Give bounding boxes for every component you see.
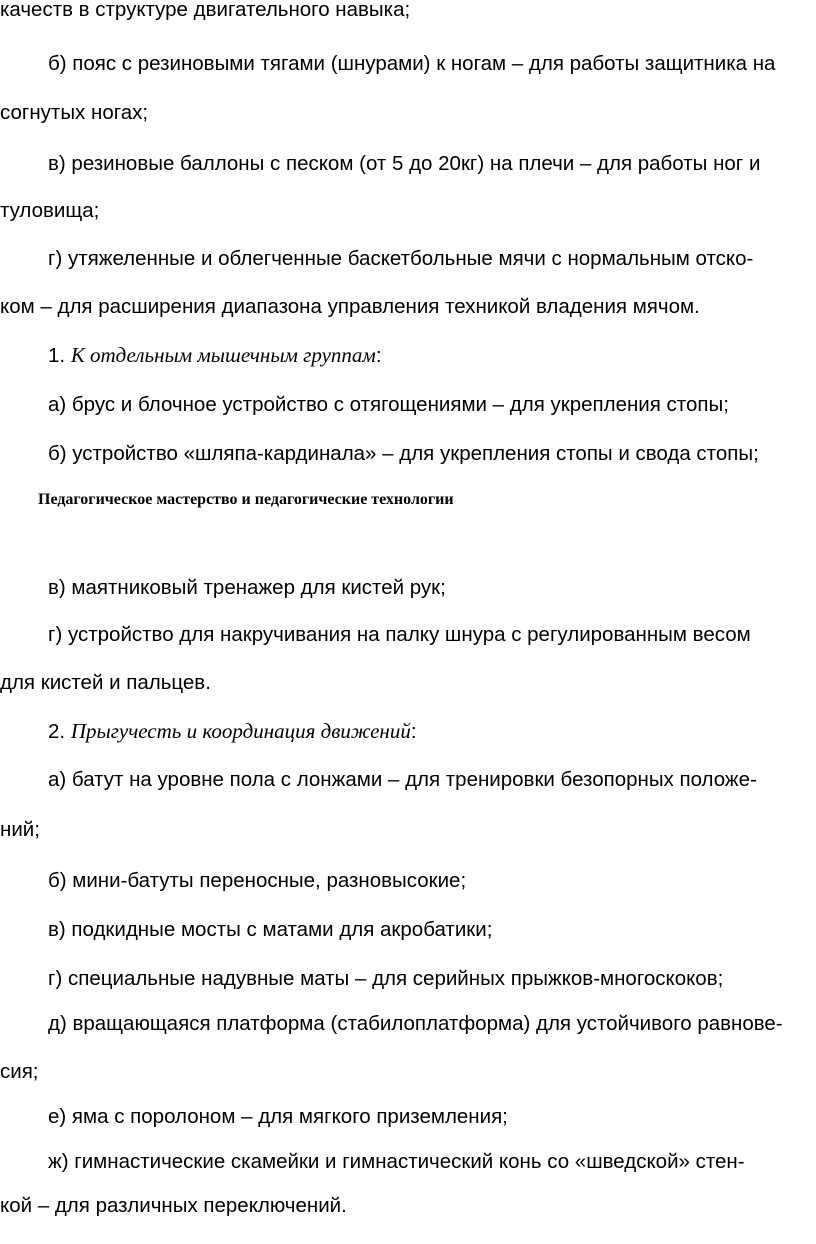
text-line: д) вращающаяся платформа (стабилоплатформа) для устойчивого равнове-	[48, 1012, 783, 1035]
text-line: в) маятниковый тренажер для кистей рук;	[48, 576, 446, 599]
section-title: К отдельным мышечным группам	[70, 343, 376, 367]
text-line: б) мини-батуты переносные, разновысокие;	[48, 869, 467, 892]
text-line: качеств в структуре двигательного навыка;	[0, 0, 411, 21]
text-line: согнутых ногах;	[0, 101, 149, 124]
text-line: а) брус и блочное устройство с отягощениями – для укрепления стопы;	[48, 393, 729, 416]
text-line: ний;	[0, 818, 40, 841]
text-line: а) батут на уровне пола с лонжами – для тренировки безопорных положе-	[48, 768, 757, 791]
text-line: г) устройство для накручивания на палку шнура с регулированным весом	[48, 623, 751, 646]
text-line: кой – для различных переключений.	[0, 1194, 347, 1217]
text-line: ком – для расширения диапазона управления техникой владения мячом.	[0, 295, 700, 318]
section-colon: :	[410, 720, 417, 743]
text-line: сия;	[0, 1060, 39, 1083]
text-line: г) специальные надувные маты – для серийных прыжков-многоскоков;	[48, 967, 724, 990]
section-colon: :	[375, 344, 382, 367]
text-line: туловища;	[0, 199, 100, 222]
section-number: 2.	[48, 720, 66, 743]
text-line: б) устройство «шляпа-кардинала» – для укрепления стопы и свода стопы;	[48, 442, 759, 465]
text-line: е) яма с поролоном – для мягкого приземления;	[48, 1105, 508, 1128]
text-line: в) подкидные мосты с матами для акробатики;	[48, 918, 493, 941]
text-line: ж) гимнастические скамейки и гимнастический конь со «шведской» стен-	[48, 1150, 745, 1173]
text-line: г) утяжеленные и облегченные баскетбольные мячи с нормальным отско-	[48, 247, 754, 270]
section-heading-jumping	[48, 719, 417, 744]
section-title: Прыгучесть и координация движений	[70, 719, 411, 743]
section-number: 1.	[48, 344, 66, 367]
running-header: Педагогическое мастерство и педагогические технологии	[38, 491, 454, 508]
text-line: в) резиновые баллоны с песком (от 5 до 20кг) на плечи – для работы ног и	[48, 152, 761, 175]
section-heading-muscle-groups	[48, 343, 382, 368]
text-line: б) пояс с резиновыми тягами (шнурами) к ногам – для работы защитника на	[48, 52, 776, 75]
text-line: для кистей и пальцев.	[0, 671, 211, 694]
